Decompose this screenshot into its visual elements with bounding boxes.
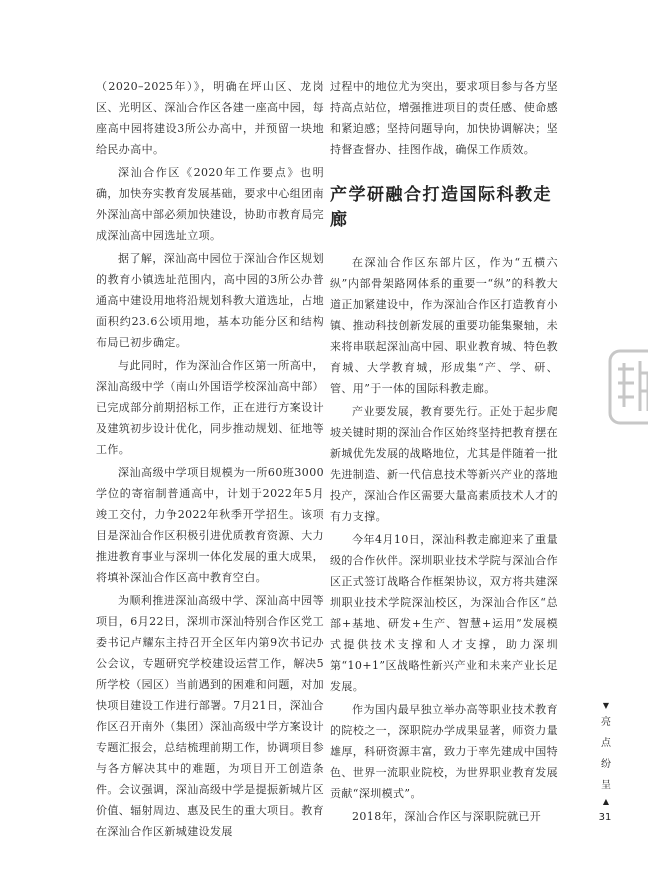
body-paragraph: 为顺利推进深汕高级中学、深汕高中园等项目，6月22日，深圳市深汕特别合作区党工委书记卢耀东主持召开全区年内第9次书记办公会议，专题研究学校建设运营工作，解决5所学校（园区）当前遇到的困难和问题，对加快项目建设工作进行部署。7月21日，深汕合作区召开南外（集团）深汕高级中学方案设计专题汇报会，总结梳理前期工作，协调项目参与各方解决其中的难题，为项目开工创造条件。会议强调，深汕高级中学是提振新城片区价值、辐射周边、惠及民生的重大项目。教育在深汕合作区新城建设发展: [96, 594, 324, 838]
body-paragraph: 产业要发展，教育要先行。正处于起步爬坡关键时期的深汕合作区始终坚持把教育摆在新城优先发展的战略地位，尤其是伴随着一批先进制造、新一代信息技术等新兴产业的落地投产，深汕合作区需要大量高素质技术人才的有力支撑。: [330, 405, 558, 523]
body-paragraph: 深汕高级中学项目规模为一所60班3000学位的寄宿制普通高中，计划于2022年5月竣工交付，力争2022年秋季开学招生。该项目是深汕合作区积极引进优质教育资源、大力推进教育事业与深圳一体化发展的重大成果，将填补深汕合作区高中教育空白。: [96, 466, 324, 584]
body-paragraph: 与此同时，作为深汕合作区第一所高中，深汕高级中学（南山外国语学校深汕高中部）已完成部分前期招标工作，正在进行方案设计及建筑初步设计优化，同步推动规划、征地等工作。: [96, 359, 324, 456]
body-paragraph: 深汕合作区《2020年工作要点》也明确，加快夯实教育发展基础，要求中心组团南外深汕高中部必须加快建设，协助市教育局完成深汕高中园选址立项。: [96, 166, 324, 242]
body-paragraph: 过程中的地位尤为突出，要求项目参与各方坚持高点站位，增强推进项目的责任感、使命感和紧迫感；坚持问题导向，加快协调解决；坚持督查督办、挂图作战，确保工作质效。: [330, 80, 558, 156]
section-heading: 产学研融合打造国际科教走廊: [330, 185, 552, 230]
body-paragraph: 在深汕合作区东部片区，作为“五横六纵”内部骨架路网体系的重要一“纵”的科教大道正加紧建设中，作为深汕合作区打造教育小镇、推动科技创新发展的重要功能集聚轴，未来将串联起深汕高中园、职业教育城、特色教育城、大学教育城，形成集“产、学、研、管、用”于一体的国际科教走廊。: [330, 256, 558, 395]
page-number: 31: [598, 812, 612, 823]
section-side-nav: [594, 700, 618, 808]
seal-stamp-decoration: [604, 347, 648, 427]
left-column: [96, 76, 324, 844]
side-nav-char: 呈: [601, 780, 611, 791]
side-nav-char: 纷: [601, 759, 611, 770]
arrow-down-icon: ▼: [602, 701, 610, 710]
body-paragraph: 作为国内最早独立举办高等职业技术教育的院校之一，深职院办学成果显著，师资力量雄厚，科研资源丰富，致力于率先建成中国特色、世界一流职业院校，为世界职业教育发展贡献“深圳模式”。: [330, 703, 558, 800]
side-nav-char: 亮: [601, 717, 611, 728]
side-nav-char: 点: [601, 738, 611, 749]
body-paragraph: 据了解，深汕高中园位于深汕合作区规划的教育小镇选址范围内，高中园的3所公办普通高中建设用地将沿规划科教大道选址，占地面积约23.6公顷用地，基本功能分区和结构布局已初步确定。: [96, 252, 324, 349]
body-paragraph: 今年4月10日，深汕科教走廊迎来了重量级的合作伙伴。深圳职业技术学院与深汕合作区正式签订战略合作框架协议，双方将共建深圳职业技术学院深汕校区，为深汕合作区“总部+基地、研发+生产、智慧+运用”发展模式提供技术支撑和人才支撑，助力深圳第“10+1”区战略性新兴产业和未来产业长足发展。: [330, 533, 558, 693]
body-paragraph: （2020–2025年）》，明确在坪山区、龙岗区、光明区、深汕合作区各建一座高中园，每座高中园将建设3所公办高中，并预留一块地给民办高中。: [96, 80, 324, 156]
arrow-up-icon: ▲: [602, 797, 610, 806]
right-column: [330, 76, 558, 829]
body-paragraph: 2018年，深汕合作区与深职院就已开: [352, 810, 542, 823]
